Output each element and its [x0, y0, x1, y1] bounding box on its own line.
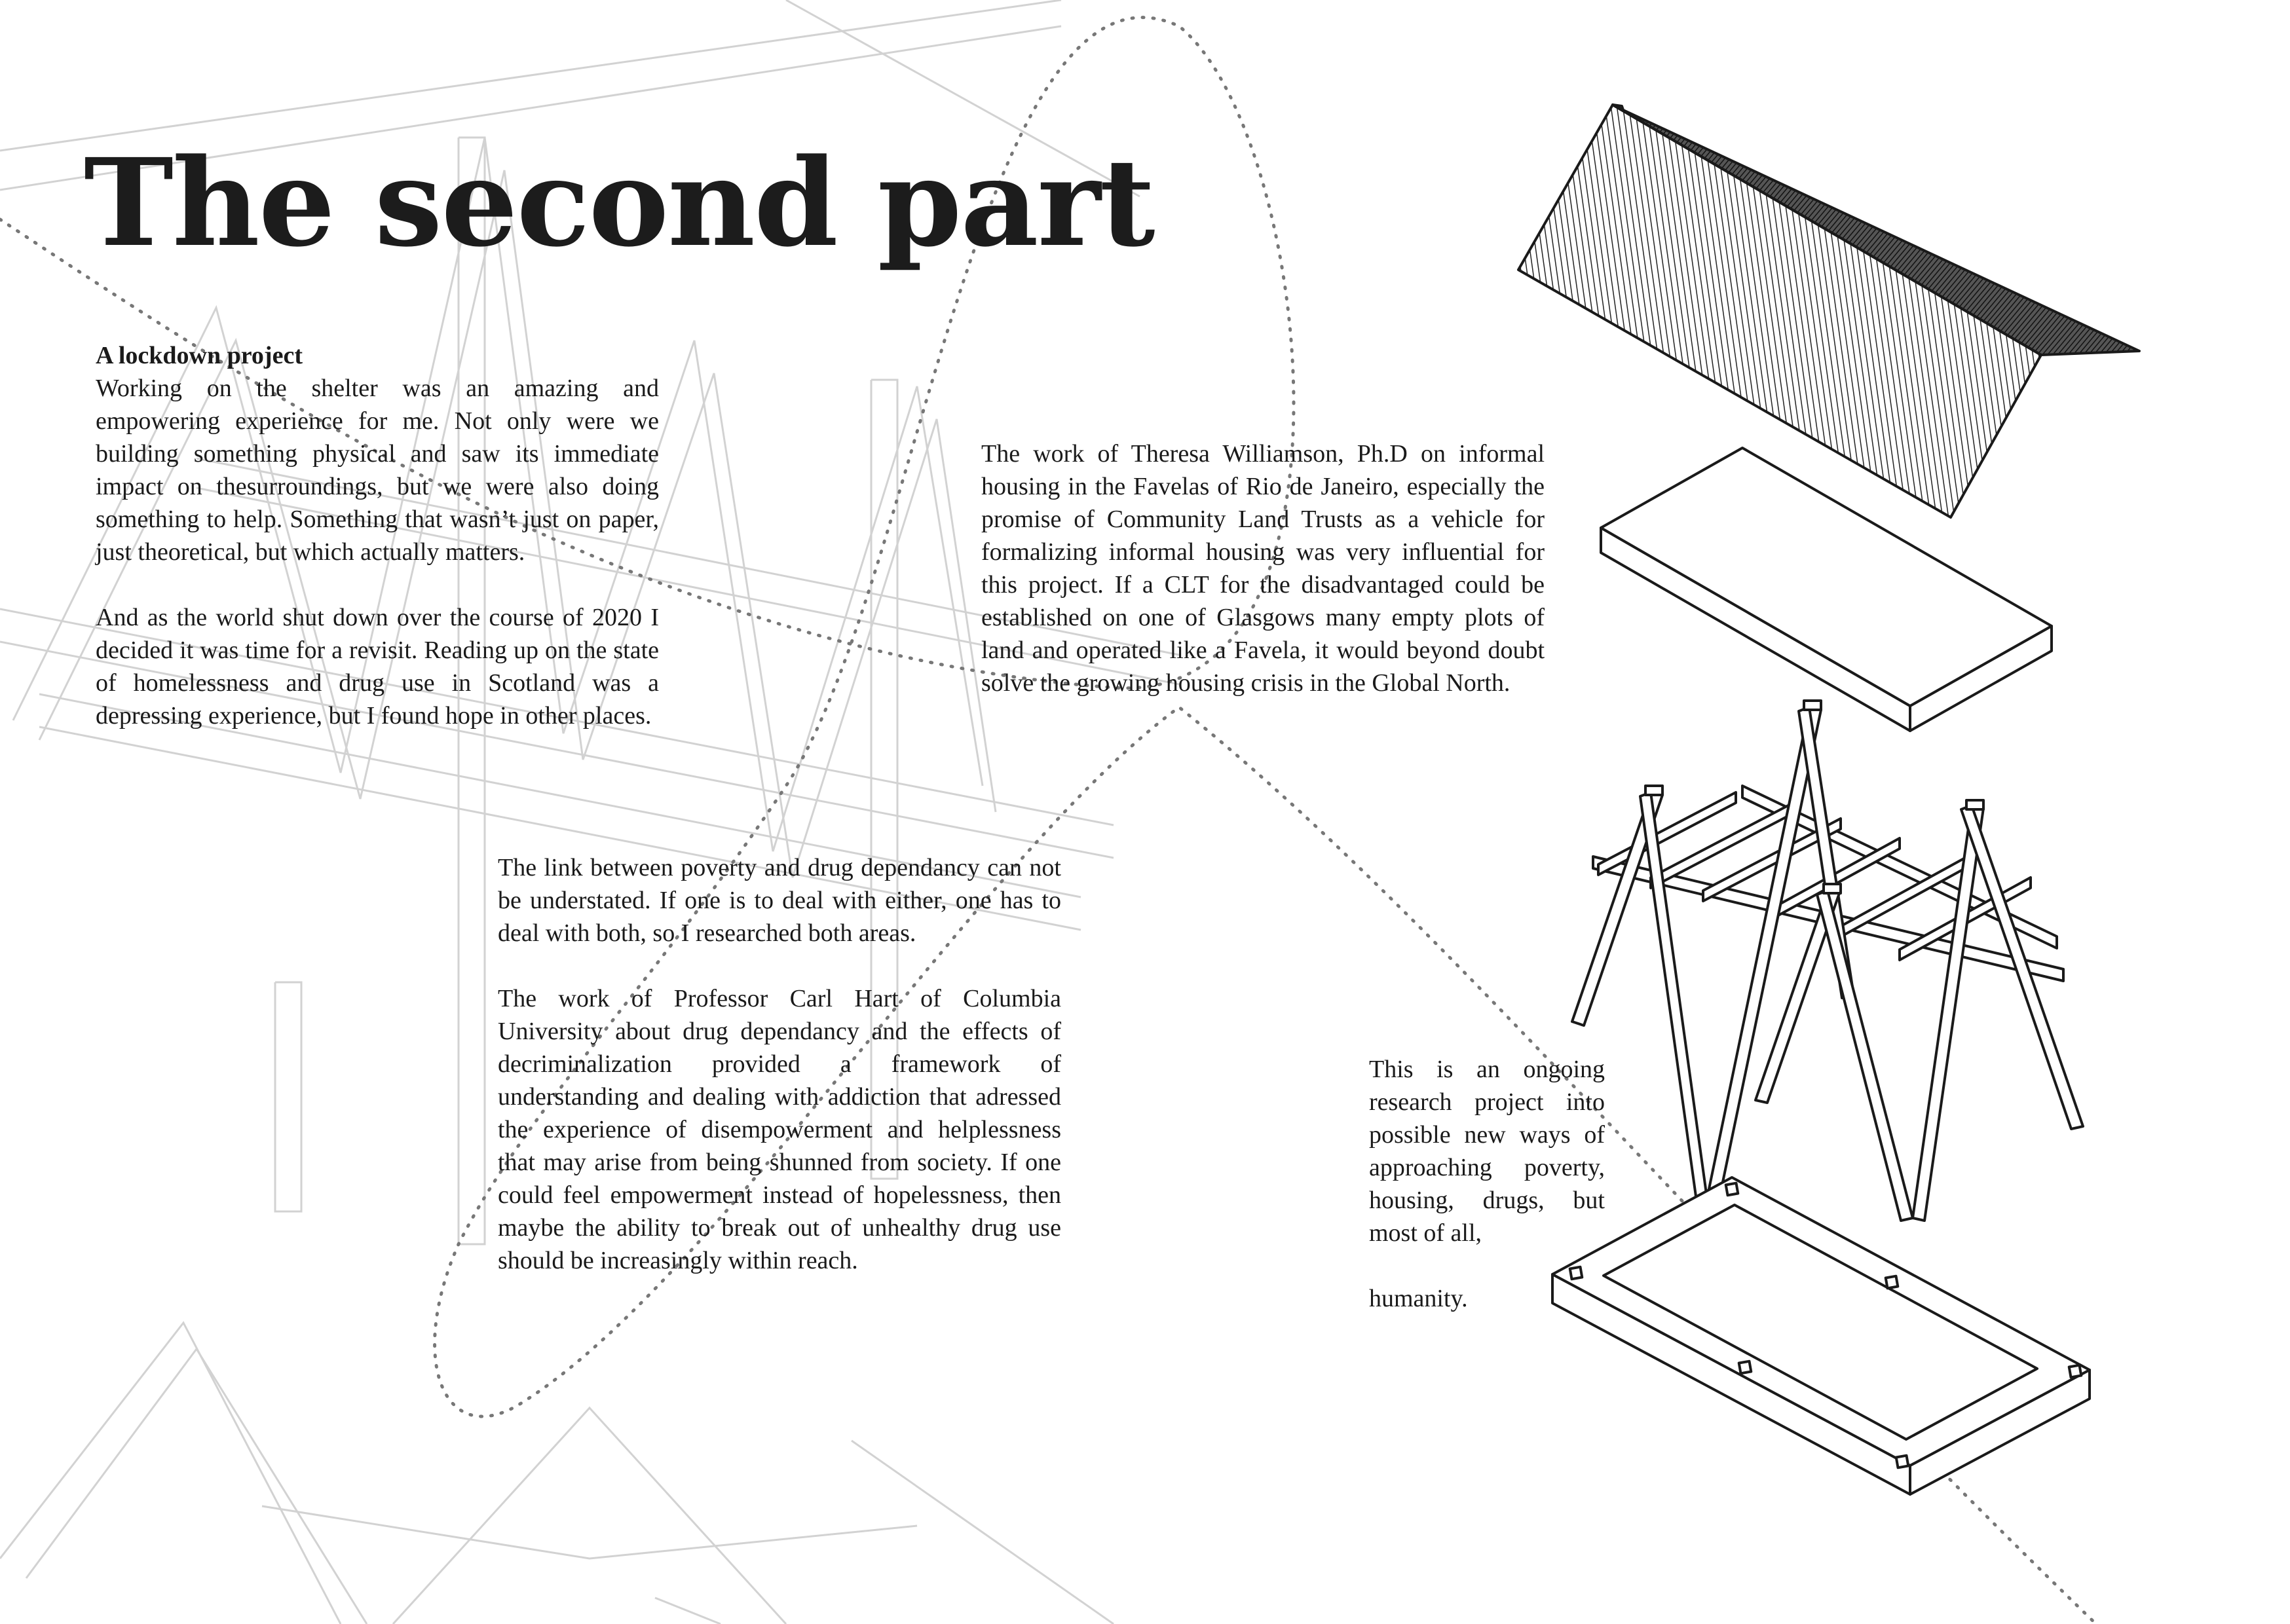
- ongoing-paragraph: This is an ongoing research project into possible new ways of approaching poverty, housing, drugs, but most of all,: [1369, 1056, 1605, 1247]
- intro-heading: A lockdown project: [96, 342, 303, 369]
- williamson-paragraph: The work of Theresa Williamson, Ph.D on informal housing in the Favelas of Rio de Janeiro, especially the promise of Community Land Trusts as a vehicle for formalizing informal housing was very influential for this project. If a CLT for the disadvantaged could be established on one of Glasgows many empty plots of land and operated like a Favela, it would beyond doubt solve the growing housing crisis in the Global North.: [981, 440, 1545, 697]
- roof-panel: [1518, 105, 2139, 517]
- floor-slab: [1601, 448, 2052, 731]
- poverty-paragraph-1: The link between poverty and drug dependancy can not be understated. If one is to deal with either, one has to deal with both, so I researched both areas.: [498, 854, 1061, 947]
- intro-paragraph-1: Working on the shelter was an amazing and empowering experience for me. Not only were we building something physical and saw its immediate impact on thesurroundings, but we were also doing something to help. Something that wasn’t just on paper, just theoretical, but which actually matters.: [96, 375, 659, 566]
- intro-paragraph-2: And as the world shut down over the course of 2020 I decided it was time for a revisit. Reading up on the state of homelessness and drug use in Scotland was a depressing experience, but I found hope in other places.: [96, 604, 659, 729]
- base-frame: [1552, 1177, 2090, 1494]
- poverty-paragraph-2: The work of Professor Carl Hart of Columbia University about drug dependancy and the effects of decriminalization provided a framework of understanding and dealing with addiction that adressed the experience of disempowerment and helplessness that may arise from being shunned from society. If one could feel empowerment instead of hopelessness, then maybe the ability to break out of unhealthy drug use should be increasingly within reach.: [498, 985, 1061, 1274]
- page-title: The second part: [84, 132, 1154, 274]
- timber-frame: [1572, 701, 2083, 1221]
- ongoing-closing: humanity.: [1369, 1285, 1468, 1312]
